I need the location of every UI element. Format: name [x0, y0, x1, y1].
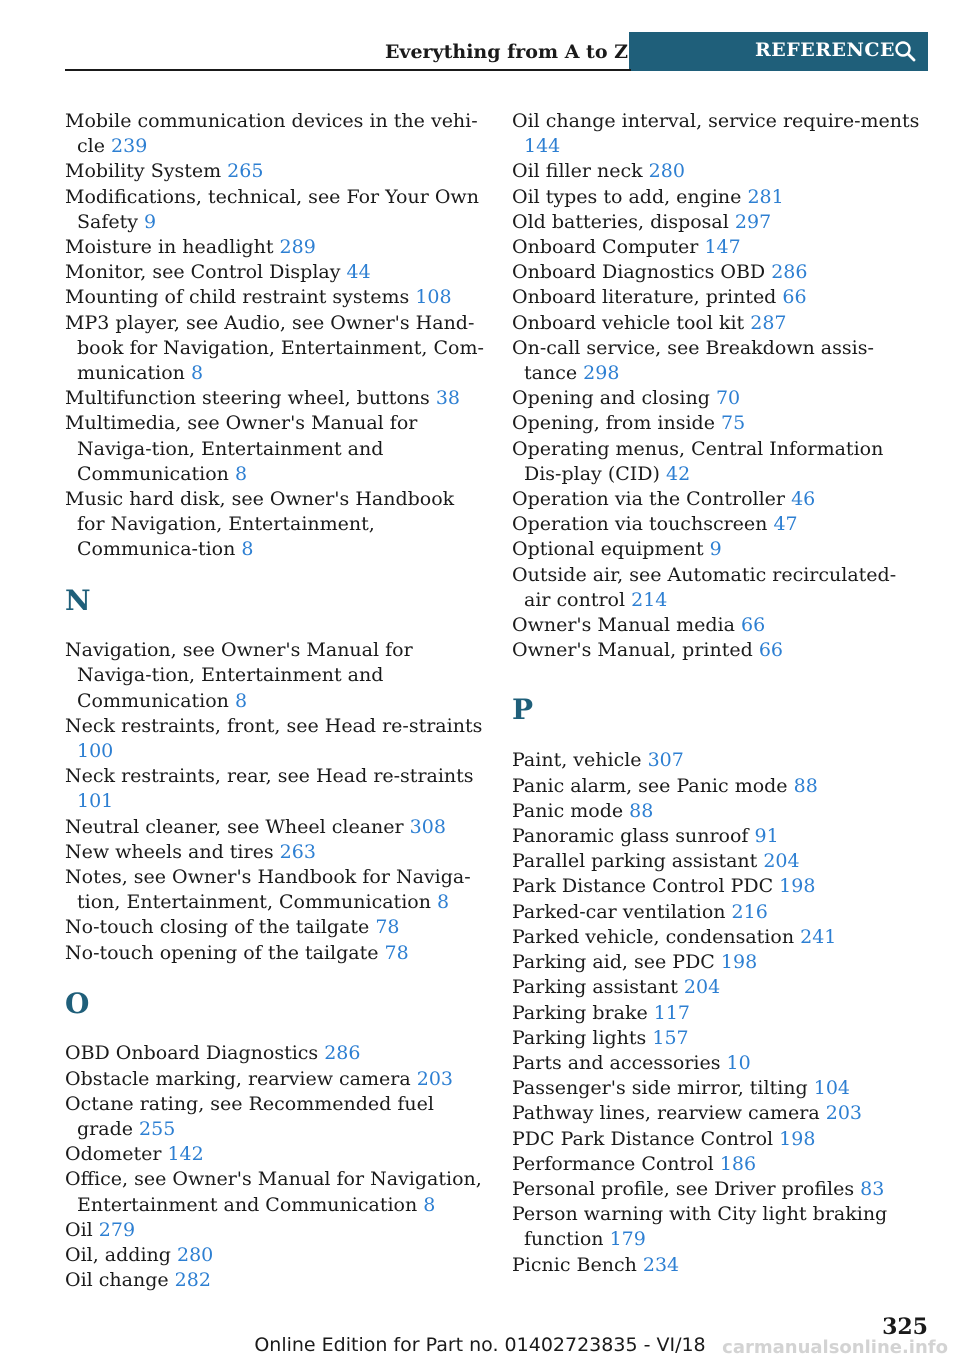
index-letter-heading: N [65, 583, 91, 617]
index-entry-text: Neck restraints, rear, see Head re‐straints [65, 765, 474, 788]
page-link[interactable]: 234 [642, 1253, 680, 1276]
page-link[interactable]: 66 [741, 614, 766, 637]
index-entry [512, 109, 922, 159]
index-entry-text: Parking assistant [512, 976, 678, 999]
page-link[interactable]: 47 [773, 513, 798, 536]
index-entry [512, 285, 922, 310]
index-entry-text: Onboard Computer [512, 236, 699, 259]
page-link[interactable]: 214 [631, 588, 668, 611]
index-entry [512, 1076, 922, 1101]
index-entry [512, 311, 922, 336]
index-entry-text: New wheels and tires [65, 840, 274, 863]
index-entry [512, 1026, 922, 1051]
index-entry-text: Parked vehicle, condensation [512, 925, 795, 948]
index-entry [65, 714, 485, 764]
page-link[interactable]: 83 [860, 1177, 885, 1200]
page-link[interactable]: 282 [174, 1269, 211, 1292]
index-entry-text: Operation via touchscreen [512, 513, 768, 536]
index-entry-text: Oil change [65, 1269, 169, 1292]
index-entry-text: Parallel parking assistant [512, 850, 758, 873]
page-link[interactable]: 186 [719, 1152, 757, 1175]
index-entry [65, 1167, 485, 1217]
page-link[interactable]: 204 [683, 976, 721, 999]
index-entry-text: Office, see Owner's Manual for Navigation, Entertainment and Communication [65, 1168, 482, 1216]
index-entry [65, 1243, 485, 1268]
index-entry-text: Outside air, see Automatic recirculated-air control [512, 563, 897, 611]
index-entry [512, 1101, 922, 1126]
page-link[interactable]: 142 [167, 1143, 204, 1166]
index-entry-text: Notes, see Owner's Handbook for Naviga‐tion, Entertainment, Communication [65, 865, 471, 914]
index-entry-text: Neutral cleaner, see Wheel cleaner [65, 815, 404, 838]
index-entry [65, 109, 485, 159]
index-entry-text: Old batteries, disposal [512, 210, 729, 233]
index-entry-text: Owner's Manual, printed [512, 639, 753, 662]
page-link[interactable]: 75 [720, 412, 746, 435]
page-link[interactable]: 280 [177, 1243, 214, 1266]
index-entry [65, 1142, 485, 1167]
index-entry [512, 1127, 922, 1152]
index-entry-text: Moisture in headlight [65, 236, 274, 259]
page-link[interactable]: 108 [415, 286, 452, 309]
index-entry [512, 1253, 922, 1278]
reference-tab[interactable] [629, 32, 928, 71]
index-entry-text: Parts and accessories [512, 1051, 721, 1074]
page-link[interactable]: 179 [609, 1228, 646, 1251]
index-entry [512, 159, 922, 184]
page-link[interactable]: 66 [782, 286, 807, 309]
index-entry-text: Onboard Diagnostics OBD [512, 261, 766, 284]
index-entry [512, 925, 922, 950]
index-entry [512, 799, 922, 824]
index-entry [512, 1177, 922, 1202]
page-link[interactable]: 10 [726, 1051, 751, 1074]
index-entry [65, 840, 485, 865]
watermark: carmanualsonline.info [722, 1337, 948, 1358]
index-entry-text: On-call service, see Breakdown assis‐tance [512, 336, 874, 385]
page-link[interactable]: 279 [98, 1218, 136, 1241]
index-entry [65, 285, 485, 310]
page-number: 325 [882, 1314, 928, 1340]
page-link[interactable]: 265 [227, 160, 264, 183]
index-entry [512, 1051, 922, 1076]
index-entry-text: Onboard vehicle tool kit [512, 311, 745, 334]
page-link[interactable]: 104 [813, 1077, 850, 1100]
page-link[interactable]: 42 [665, 462, 691, 485]
index-entry [65, 185, 485, 235]
index-entry [65, 411, 485, 487]
page-link[interactable]: 241 [800, 925, 837, 948]
index-entry-text: Opening and closing [512, 387, 710, 410]
header-divider [65, 69, 631, 71]
index-entry [512, 748, 922, 773]
page-link[interactable]: 8 [190, 362, 204, 385]
index-entry-text: Multimedia, see Owner's Manual for Naviga‐tion, Entertainment and Communication [65, 412, 418, 485]
index-entry [512, 950, 922, 975]
index-entry [65, 815, 485, 840]
page-link[interactable]: 286 [324, 1042, 361, 1065]
index-entry [65, 638, 485, 714]
index-entry-text: Oil filler neck [512, 160, 643, 183]
index-entry [512, 824, 922, 849]
index-entry-text: Onboard literature, printed [512, 286, 777, 309]
page-link[interactable]: 88 [629, 799, 654, 822]
page-link[interactable]: 70 [715, 387, 741, 410]
index-entry-text: PDC Park Distance Control [512, 1127, 774, 1150]
page-link[interactable]: 100 [77, 739, 114, 762]
page-link[interactable]: 280 [648, 160, 685, 183]
page-link[interactable]: 198 [779, 1127, 816, 1150]
index-entry-text: Operating menus, Central Information Dis‐play (CID) [512, 437, 884, 485]
index-entry-text: Oil [65, 1218, 93, 1241]
index-entry-text: Panoramic glass sunroof [512, 825, 749, 848]
index-entry-text: OBD Onboard Diagnostics [65, 1042, 319, 1065]
page-link[interactable]: 203 [416, 1067, 453, 1090]
index-entry [512, 210, 922, 235]
page-link[interactable]: 298 [583, 362, 620, 385]
index-entry-text: Picnic Bench [512, 1253, 637, 1276]
index-entry [512, 386, 922, 411]
page-link[interactable]: 46 [791, 488, 816, 511]
index-entry-text: Person warning with City light braking function [512, 1203, 888, 1251]
index-entry [512, 613, 922, 638]
page-link[interactable]: 308 [409, 815, 446, 838]
index-entry [65, 1268, 485, 1293]
index-entry [65, 159, 485, 184]
page-link[interactable]: 255 [139, 1117, 176, 1140]
index-entry [65, 235, 485, 260]
index-entry [65, 915, 485, 940]
index-entry-text: Performance Control [512, 1152, 714, 1175]
page-link[interactable]: 8 [241, 538, 254, 561]
index-letter-heading: P [512, 693, 534, 727]
index-entry [65, 260, 485, 285]
index-entry-text: Pathway lines, rearview camera [512, 1102, 820, 1125]
index-entry-text: No-touch opening of the tailgate [65, 941, 379, 964]
index-entry-text: Mobile communication devices in the vehi‐cle [65, 110, 478, 158]
page-link[interactable]: 117 [653, 1001, 691, 1024]
page-link[interactable]: 44 [346, 261, 371, 284]
page-link[interactable]: 88 [793, 774, 818, 797]
index-entry [65, 386, 485, 411]
page-link[interactable]: 144 [524, 135, 561, 158]
index-entry-text: Oil types to add, engine [512, 185, 742, 208]
index-entry [512, 975, 922, 1000]
index-entry [512, 849, 922, 874]
index-entry [512, 260, 922, 285]
index-entry [512, 774, 922, 799]
page-link[interactable]: 204 [763, 850, 800, 873]
page-link[interactable]: 8 [423, 1193, 436, 1216]
index-entry [512, 563, 922, 613]
index-entry [65, 1218, 485, 1243]
index-entry-text: No-touch closing of the tailgate [65, 916, 370, 939]
index-entry [512, 1001, 922, 1026]
index-entry-text: Music hard disk, see Owner's Handbook for Navigation, Entertainment, Communica‐tion [65, 488, 455, 561]
index-letter-heading: O [65, 986, 90, 1020]
index-entry-text: Odometer [65, 1143, 162, 1166]
index-entry [65, 1067, 485, 1092]
index-entry-text: Parking aid, see PDC [512, 951, 715, 974]
index-entry [512, 638, 922, 663]
page-link[interactable]: 9 [144, 210, 157, 233]
page-link[interactable]: 78 [384, 941, 409, 964]
index-entry [512, 235, 922, 260]
index-entry [512, 185, 922, 210]
index-column-right [512, 109, 922, 1278]
index-entry-text: Modifications, technical, see For Your Own Safety [65, 185, 479, 233]
page-link[interactable]: 198 [720, 951, 758, 974]
index-entry [65, 487, 485, 563]
page-link[interactable]: 66 [758, 639, 783, 662]
page-link[interactable]: 263 [279, 840, 316, 863]
index-entry-text: Personal profile, see Driver profiles [512, 1177, 855, 1200]
page-link[interactable]: 287 [750, 311, 787, 334]
page-link[interactable]: 203 [825, 1102, 863, 1125]
index-entry [512, 336, 922, 386]
index-entry [65, 311, 485, 387]
index-entry-text: Navigation, see Owner's Manual for Naviga‐tion, Entertainment and Communication [65, 639, 413, 712]
section-title: Everything from A to Z [384, 41, 628, 63]
index-entry-text: Park Distance Control PDC [512, 875, 774, 898]
index-entry-text: Parking brake [512, 1001, 648, 1024]
index-entry-text: Obstacle marking, rearview camera [65, 1067, 411, 1090]
page-link[interactable]: 9 [709, 538, 722, 561]
page-link[interactable]: 286 [771, 261, 808, 284]
index-entry [512, 537, 922, 562]
page-link[interactable]: 307 [647, 749, 684, 772]
index-entry [512, 487, 922, 512]
page-link[interactable]: 157 [652, 1026, 689, 1049]
index-entry [512, 411, 922, 436]
index-entry-text: Oil change interval, service require‐ments [512, 110, 920, 132]
page-link[interactable]: 297 [734, 210, 772, 233]
index-entry [65, 1041, 485, 1066]
page-link[interactable]: 101 [77, 790, 114, 813]
index-entry-text: Multifunction steering wheel, buttons [65, 387, 430, 410]
index-entry-text: Paint, vehicle [512, 749, 642, 772]
page-link[interactable]: 198 [779, 875, 816, 898]
index-entry [512, 1202, 922, 1252]
index-entry [512, 900, 922, 925]
index-entry-text: Operation via the Controller [512, 488, 786, 511]
page-link[interactable]: 8 [234, 462, 248, 485]
index-column-left [65, 109, 485, 1293]
index-entry-text: Optional equipment [512, 538, 704, 561]
reference-tab-label: REFERENCE [755, 39, 895, 61]
page-link[interactable]: 78 [375, 916, 400, 939]
index-entry-text: Octane rating, see Recommended fuel grade [65, 1092, 434, 1140]
page-link[interactable]: 239 [111, 135, 148, 158]
index-entry-text: Opening, from inside [512, 412, 715, 435]
index-entry-text: Monitor, see Control Display [65, 261, 341, 284]
page-link[interactable]: 8 [234, 689, 248, 712]
index-entry-text: Parking lights [512, 1026, 647, 1049]
page-link[interactable]: 91 [754, 825, 779, 848]
index-entry [65, 1092, 485, 1142]
index-entry [512, 1152, 922, 1177]
index-entry-text: Mounting of child restraint systems [65, 286, 410, 309]
page-link[interactable]: 147 [704, 236, 741, 259]
edition-footer: Online Edition for Part no. 01402723835 - VI/18 [254, 1334, 706, 1356]
index-entry-text: Panic mode [512, 799, 624, 822]
page-link[interactable]: 216 [731, 900, 768, 923]
page-link[interactable]: 281 [747, 185, 784, 208]
page-link[interactable]: 8 [437, 891, 450, 914]
index-entry [512, 512, 922, 537]
index-entry-text: Panic alarm, see Panic mode [512, 774, 788, 797]
search-icon[interactable] [894, 40, 916, 62]
index-entry-text: Passenger's side mirror, tilting [512, 1077, 808, 1100]
page-header [65, 32, 928, 71]
page-link[interactable]: 38 [435, 387, 461, 410]
index-entry-text: Parked-car ventilation [512, 900, 726, 923]
index-entry-text: Mobility System [65, 160, 222, 183]
index-entry-text: Oil, adding [65, 1243, 171, 1266]
index-entry-text: MP3 player, see Audio, see Owner's Hand‐book for Navigation, Entertainment, Com‐munication [65, 311, 484, 385]
index-entry-text: Neck restraints, front, see Head re‐straints [65, 714, 483, 737]
index-entry-text: Owner's Manual media [512, 614, 735, 637]
index-entry [65, 764, 485, 814]
index-entry [512, 437, 922, 487]
index-entry [65, 865, 485, 915]
index-entry [65, 941, 485, 966]
index-entry [512, 874, 922, 899]
page-link[interactable]: 289 [279, 236, 316, 259]
